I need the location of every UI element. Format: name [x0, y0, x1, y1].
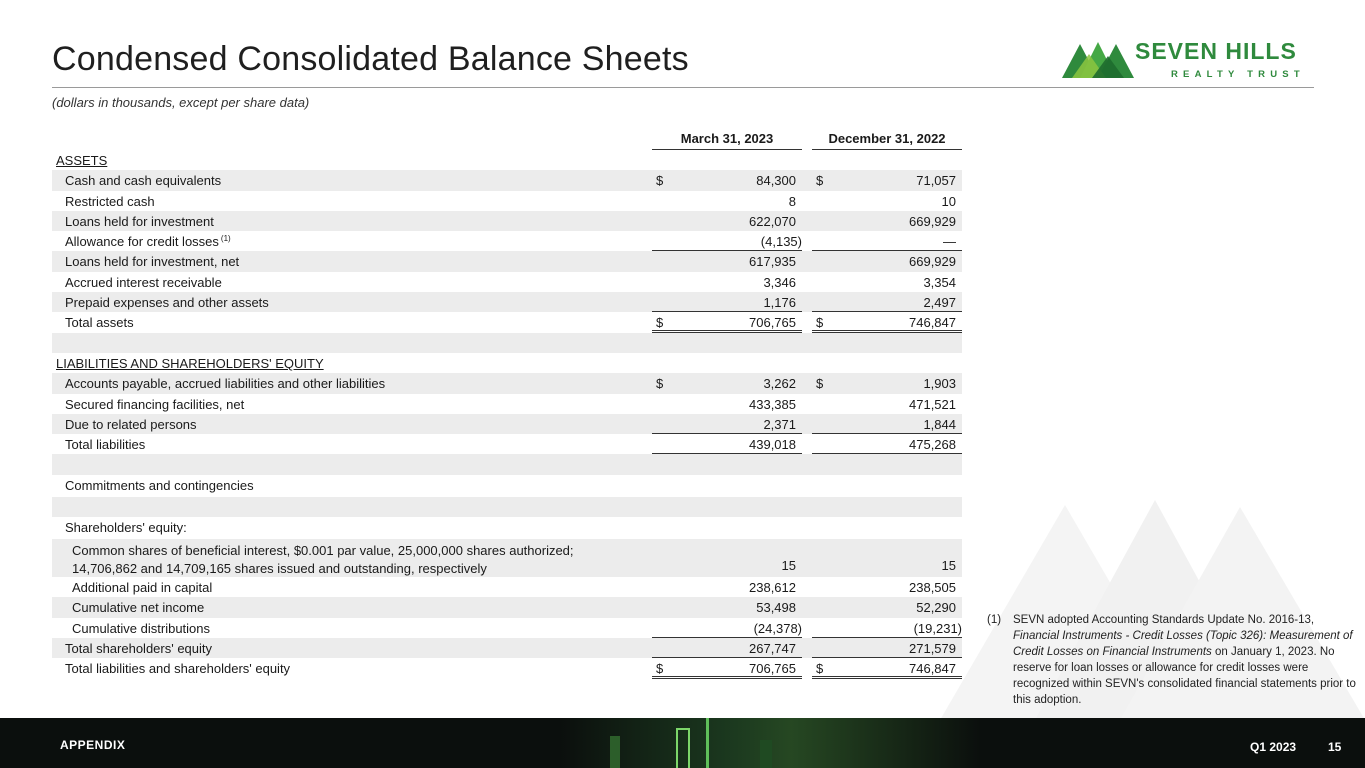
value-march-2023: (24,378) — [753, 620, 802, 636]
table-row-spacer — [52, 333, 962, 353]
currency-symbol: $ — [656, 315, 664, 331]
table-row-total-assets — [52, 312, 962, 332]
value-march-2023: 433,385 — [749, 396, 796, 412]
table-row — [52, 292, 962, 312]
row-label: Due to related persons — [65, 416, 197, 432]
footer-bar — [0, 718, 1365, 768]
value-december-2022: 669,929 — [909, 213, 956, 229]
footnote-text: SEVN adopted Accounting Standards Update No. 2016-13, Financial Instruments - Credit Losses (Topic 326): Measurement of Credit Losses on Financial Instruments on January 1, 2023. No reserve for loan losses or allowance for credit losses were recognized within SEVN's consolidated financial statements prior to this adoption. — [1013, 614, 1356, 706]
value-december-2022: 238,505 — [909, 580, 956, 596]
title-divider — [52, 87, 1314, 88]
table-row — [52, 170, 962, 190]
table-row — [52, 475, 962, 497]
row-label: Loans held for investment, net — [65, 254, 240, 270]
value-december-2022: 669,929 — [909, 254, 956, 270]
page-subtitle: (dollars in thousands, except per share data) — [52, 95, 310, 110]
column-header-march-2023: March 31, 2023 — [652, 131, 802, 150]
value-march-2023: 238,612 — [749, 580, 796, 596]
value-december-2022: 471,521 — [909, 396, 956, 412]
table-row — [52, 231, 962, 251]
currency-symbol: $ — [656, 173, 664, 189]
footer-bar-decoration — [676, 728, 690, 768]
value-march-2023: 267,747 — [749, 640, 796, 656]
table-row-spacer — [52, 497, 962, 517]
value-december-2022: 2,497 — [923, 295, 956, 311]
footnote-marker: (1) — [220, 234, 231, 244]
row-label: Total liabilities — [65, 437, 146, 453]
row-label: Shareholders' equity: — [65, 520, 187, 536]
value-december-2022: 271,579 — [909, 640, 956, 656]
row-label: Cash and cash equivalents — [65, 173, 222, 189]
table-row — [52, 272, 962, 292]
section-heading: LIABILITIES AND SHAREHOLDERS' EQUITY — [56, 355, 324, 371]
table-row — [52, 618, 962, 638]
value-march-2023: 622,070 — [749, 213, 796, 229]
table-row — [52, 251, 962, 271]
value-december-2022: 10 — [941, 193, 956, 209]
value-december-2022: — — [943, 234, 956, 250]
value-march-2023: 439,018 — [749, 437, 796, 453]
currency-symbol: $ — [816, 173, 824, 189]
footnote-italic-title: Financial Instruments - Credit Losses (Topic 326): Measurement of Credit Losses on Financial Instruments — [1013, 630, 1353, 658]
value-march-2023: 3,262 — [763, 376, 796, 392]
value-december-2022: 1,844 — [923, 416, 956, 432]
value-march-2023: 3,346 — [763, 274, 796, 290]
page-number: 15 — [1328, 740, 1342, 754]
row-label: Total assets — [65, 315, 134, 331]
footer-quarter: Q1 2023 — [1250, 740, 1297, 754]
row-label: Cumulative net income — [72, 600, 205, 616]
table-row — [52, 211, 962, 231]
table-row-liabilities-heading — [52, 353, 962, 373]
table-header — [52, 128, 962, 150]
table-row-assets-heading — [52, 150, 962, 170]
table-row — [52, 414, 962, 434]
value-march-2023: 706,765 — [749, 315, 796, 331]
currency-symbol: $ — [656, 376, 664, 392]
table-row-spacer — [52, 454, 962, 474]
balance-sheet-table — [52, 128, 962, 679]
value-december-2022: 71,057 — [916, 173, 956, 189]
value-december-2022: 15 — [941, 558, 956, 574]
row-label: Total shareholders' equity — [65, 640, 213, 656]
value-december-2022: 475,268 — [909, 437, 956, 453]
value-march-2023: 1,176 — [763, 295, 796, 311]
table-row — [52, 517, 962, 539]
currency-symbol: $ — [816, 315, 824, 331]
footnote-number: (1) — [987, 614, 1002, 626]
value-march-2023: 84,300 — [756, 173, 796, 189]
row-label: Common shares of beneficial interest, $0.001 par value, 25,000,000 shares authorized; 14,706,862 and 14,709,165 shares issued and outstanding, respectively — [72, 543, 574, 577]
section-heading: ASSETS — [56, 153, 108, 168]
logo-name: SEVEN HILLS — [1135, 38, 1297, 64]
page-title: Condensed Consolidated Balance Sheets — [52, 40, 689, 78]
footer-bar-decoration — [610, 736, 620, 768]
table-row-common-shares — [52, 539, 962, 577]
table-row — [52, 597, 962, 617]
company-logo — [1062, 38, 1322, 82]
table-row-total-liabilities — [52, 434, 962, 454]
table-row-total-liabilities-equity — [52, 658, 962, 678]
column-header-december-2022: December 31, 2022 — [812, 131, 962, 150]
row-label: Commitments and contingencies — [65, 477, 254, 493]
currency-symbol: $ — [656, 661, 664, 677]
currency-symbol: $ — [816, 376, 824, 392]
table-row-total-equity — [52, 638, 962, 658]
value-march-2023: 2,371 — [763, 416, 796, 432]
table-row — [52, 191, 962, 211]
value-march-2023: 8 — [788, 193, 796, 209]
row-label: Prepaid expenses and other assets — [65, 295, 269, 311]
row-label: Restricted cash — [65, 193, 155, 209]
table-row — [52, 394, 962, 414]
row-label: Cumulative distributions — [72, 620, 211, 636]
value-march-2023: 53,498 — [756, 600, 796, 616]
value-december-2022: 52,290 — [916, 600, 956, 616]
value-december-2022: 746,847 — [909, 315, 956, 331]
row-label: Loans held for investment — [65, 213, 214, 229]
mountains-logo-icon — [1062, 38, 1136, 78]
table-row — [52, 577, 962, 597]
logo-subtitle: REALTY TRUST — [1171, 69, 1305, 80]
row-label: Total liabilities and shareholders' equity — [65, 661, 291, 677]
row-label: Allowance for credit losses $^{(1)}$ — [65, 234, 231, 250]
value-march-2023: 706,765 — [749, 661, 796, 677]
value-december-2022: (19,231) — [913, 620, 962, 636]
currency-symbol: $ — [816, 661, 824, 677]
value-december-2022: 3,354 — [923, 274, 956, 290]
value-march-2023: 15 — [781, 558, 796, 574]
row-label: Additional paid in capital — [72, 580, 213, 596]
footer-bar-decoration — [706, 718, 709, 768]
row-label: Accounts payable, accrued liabilities and other liabilities — [65, 376, 386, 392]
row-label: Secured financing facilities, net — [65, 396, 245, 412]
footer-bar-decoration — [760, 740, 772, 768]
row-label: Accrued interest receivable — [65, 274, 222, 290]
value-march-2023: (4,135) — [760, 234, 802, 250]
value-march-2023: 617,935 — [749, 254, 796, 270]
value-december-2022: 1,903 — [923, 376, 956, 392]
footer-section-label: APPENDIX — [60, 738, 126, 752]
value-december-2022: 746,847 — [909, 661, 956, 677]
table-row — [52, 373, 962, 393]
